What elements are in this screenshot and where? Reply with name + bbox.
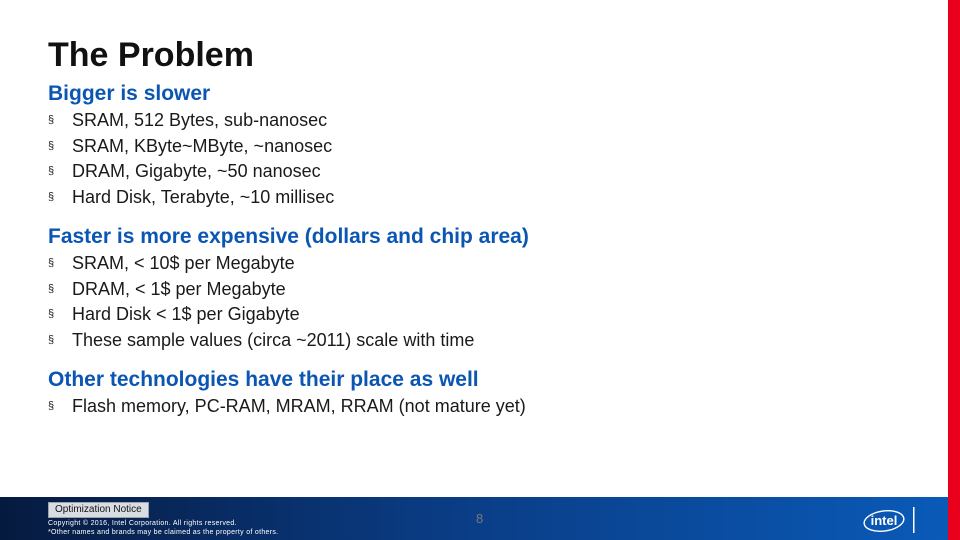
copyright-notice: [48, 519, 278, 537]
bullet-text: DRAM, Gigabyte, ~50 nanosec: [72, 161, 321, 181]
bullet-text: SRAM, 512 Bytes, sub-nanosec: [72, 110, 328, 130]
slide-right-edge: [948, 0, 960, 540]
bullet-icon: §: [48, 282, 55, 295]
list-item: [48, 277, 474, 303]
section-heading-other-technologies: Other technologies have their place as well: [48, 368, 479, 391]
bullet-list-speed: [48, 108, 334, 210]
bullet-text: These sample values (circa ~2011) scale with time: [72, 329, 475, 350]
list-item: [48, 394, 526, 420]
list-item: [48, 159, 334, 185]
trademark-line: *Other names and brands may be claimed as the property of others.: [48, 529, 279, 536]
slide-title: The Problem: [48, 36, 254, 74]
list-item: [48, 328, 474, 354]
bullet-text: SRAM, < 10$ per Megabyte: [72, 253, 295, 273]
copyright-line: Copyright © 2016, Intel Corporation. All rights reserved.: [48, 520, 237, 527]
intel-logo-text: intel: [870, 513, 898, 528]
bullet-icon: §: [48, 190, 55, 203]
list-item: [48, 108, 334, 134]
bullet-icon: §: [48, 139, 55, 152]
list-item: [48, 251, 474, 277]
bullet-icon: §: [48, 308, 55, 320]
bullet-icon: §: [48, 165, 55, 177]
bullet-icon: §: [48, 333, 55, 346]
list-item: [48, 185, 334, 211]
bullet-text: Flash memory, PC-RAM, MRAM, RRAM (not mature yet): [72, 396, 526, 416]
bullet-icon: §: [48, 114, 55, 126]
bullet-text: Hard Disk, Terabyte, ~10 millisec: [72, 186, 335, 207]
bullet-list-cost: [48, 251, 474, 353]
list-item: [48, 134, 334, 160]
bullet-list-other: [48, 394, 526, 420]
section-heading-faster-is-more-expensive: Faster is more expensive (dollars and chip area): [48, 225, 529, 248]
bullet-text: DRAM, < 1$ per Megabyte: [72, 278, 286, 299]
page-number: 8: [476, 511, 484, 526]
optimization-notice-link[interactable]: Optimization Notice: [48, 502, 149, 518]
bullet-icon: §: [48, 257, 55, 269]
list-item: [48, 302, 474, 328]
bullet-text: Hard Disk < 1$ per Gigabyte: [72, 304, 300, 324]
bullet-text: SRAM, KByte~MByte, ~nanosec: [72, 135, 333, 156]
section-heading-bigger-is-slower: Bigger is slower: [48, 82, 211, 105]
intel-logo-icon: [862, 505, 918, 535]
bullet-icon: §: [48, 400, 55, 412]
